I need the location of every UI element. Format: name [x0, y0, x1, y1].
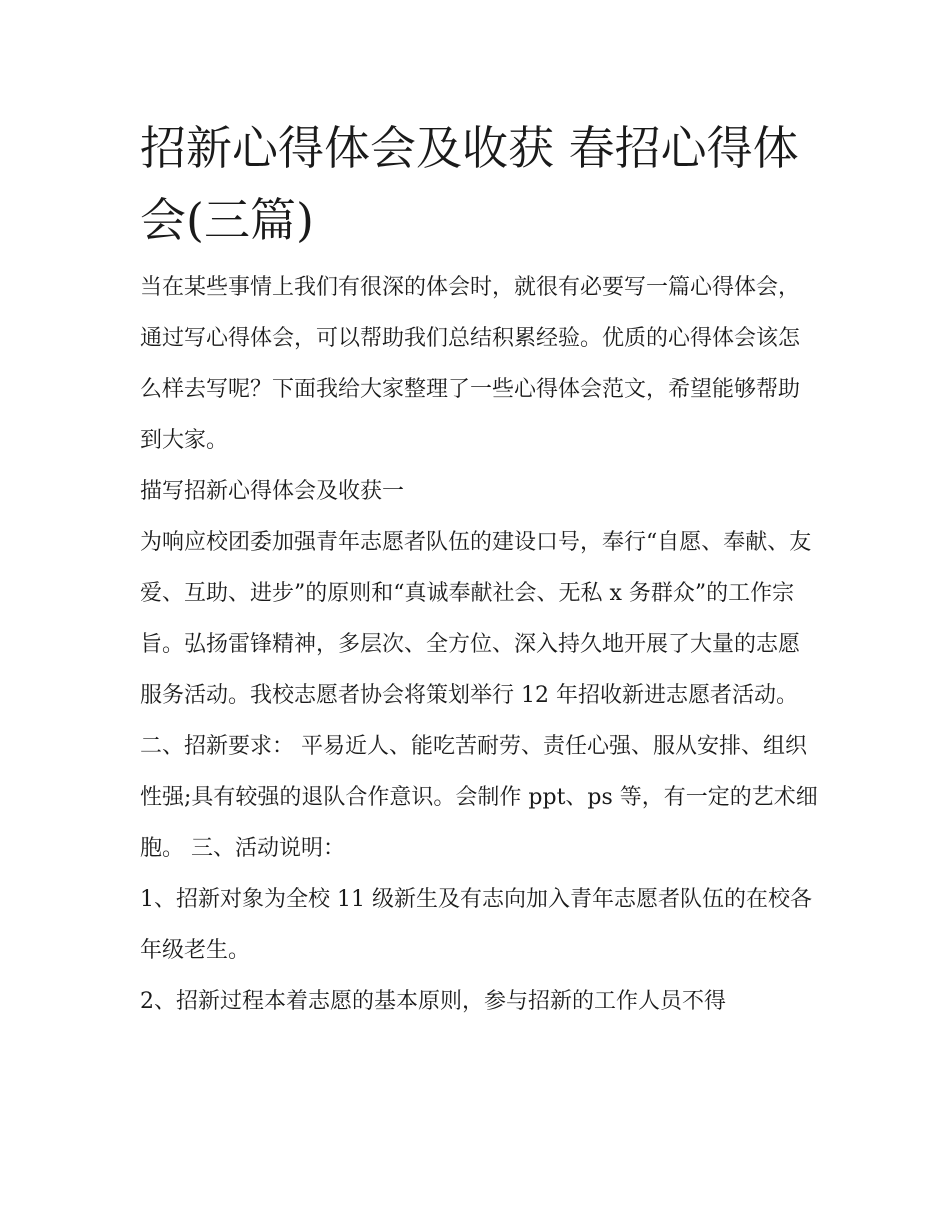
intro-paragraph: 当在某些事情上我们有很深的体会时，就很有必要写一篇心得体会，通过写心得体会，可以帮助我们总结积累经验。优质的心得体会该怎么样去写呢？下面我给大家整理了一些心得体会范文，希望能够帮助到大家。 [140, 275, 801, 453]
list-item: 1、招新对象为全校 11 级新生及有志向加入青年志愿者队伍的在校各年级老生。 [140, 887, 812, 963]
section-heading: 描写招新心得体会及收获一 [140, 479, 405, 504]
list-item: 2、招新过程本着志愿的基本原则，参与招新的工作人员不得 [140, 989, 726, 1014]
body-paragraph: 为响应校团委加强青年志愿者队伍的建设口号，奉行“自愿、奉献、友爱、互助、进步”的原则和“真诚奉献社会、无私 x 务群众”的工作宗旨。弘扬雷锋精神，多层次、全方位、深入持久地开展了大量的志愿服务活动。我校志愿者协会将策划举行 12 年招收新进志愿者活动。 [140, 530, 812, 708]
requirements-paragraph: 二、招新要求： 平易近人、能吃苦耐劳、责任心强、服从安排、组织性强;具有较强的退队合作意识。会制作 ppt、ps 等，有一定的艺术细胞。 三、活动说明： [140, 734, 818, 861]
document-title: 招新心得体会及收获 春招心得体会(三篇) [140, 121, 799, 247]
document-body [140, 112, 820, 1027]
